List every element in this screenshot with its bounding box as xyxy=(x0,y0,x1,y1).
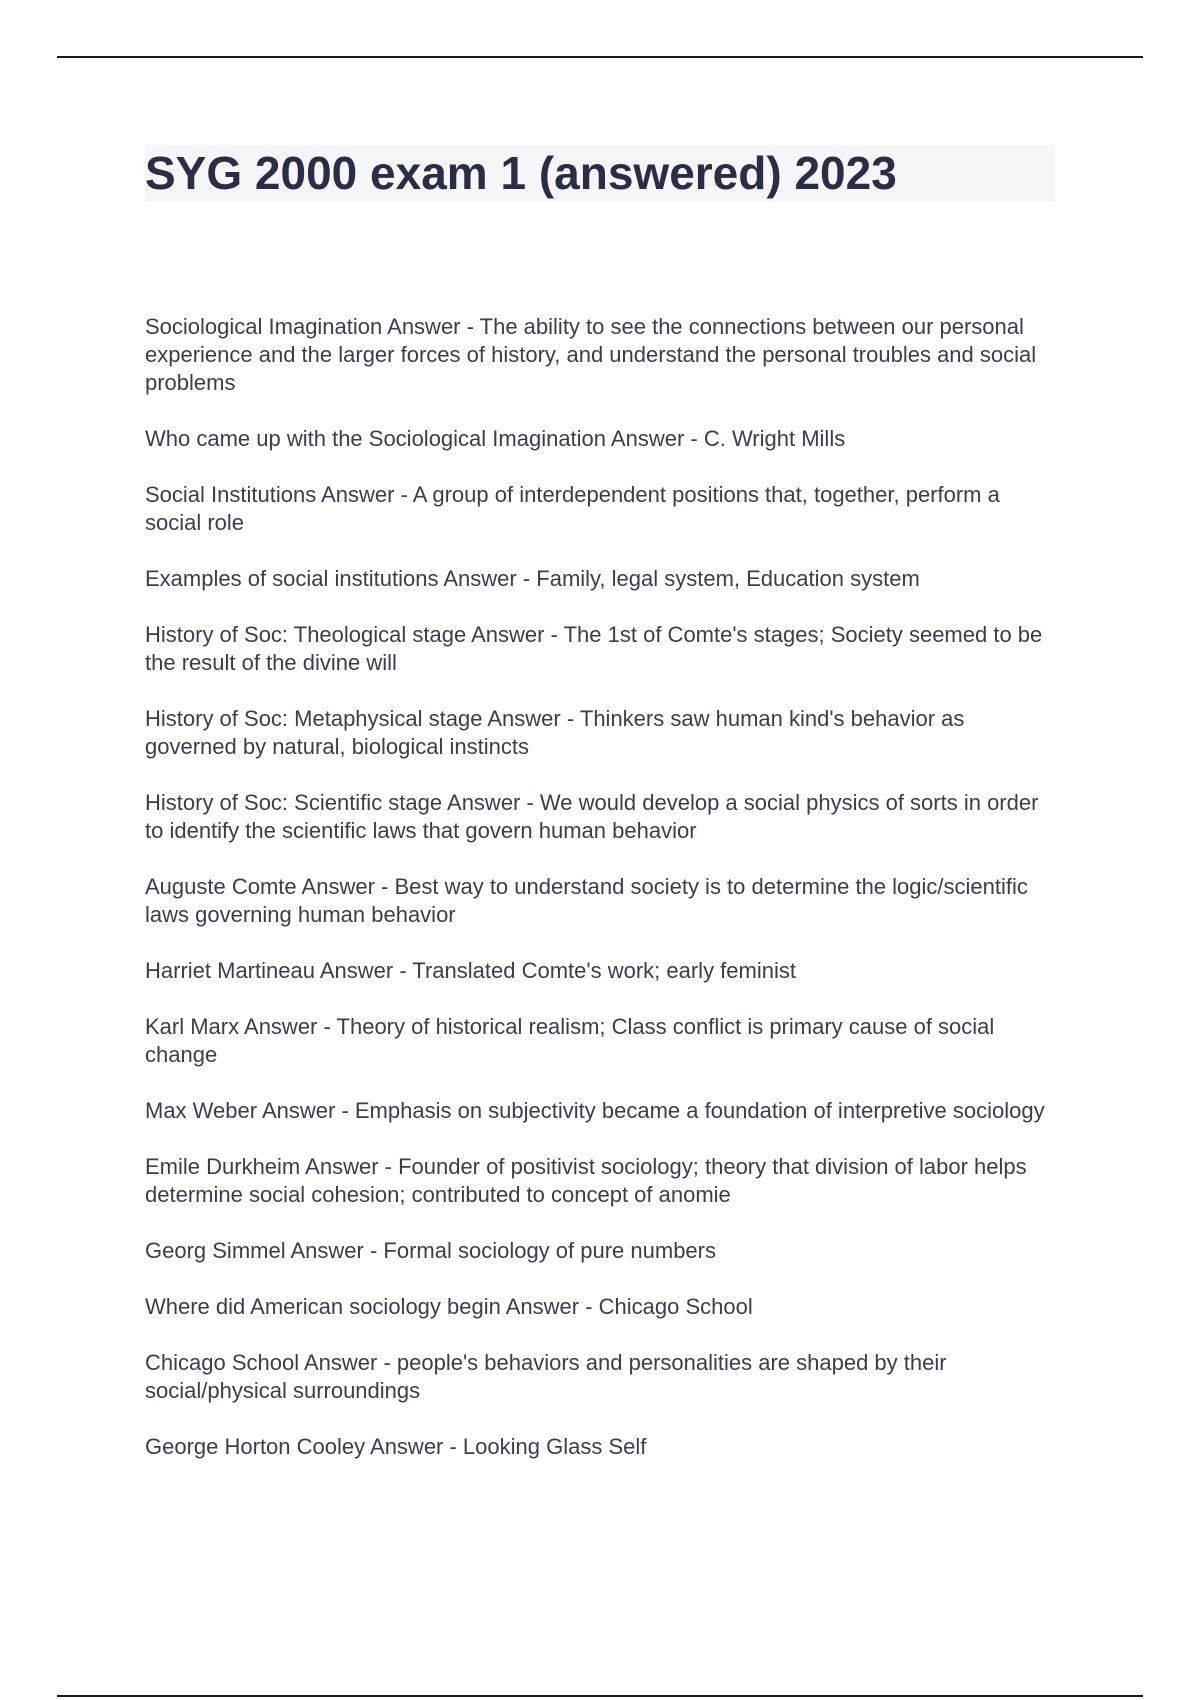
qa-entry: Social Institutions Answer - A group of interdependent positions that, together, perform a social role xyxy=(145,482,1000,535)
qa-entry: Who came up with the Sociological Imagination Answer - C. Wright Mills xyxy=(145,426,846,451)
bottom-divider xyxy=(57,1695,1143,1697)
qa-entry: History of Soc: Metaphysical stage Answer - Thinkers saw human kind's behavior as governed by natural, biological instincts xyxy=(145,706,965,759)
qa-entry: History of Soc: Theological stage Answer - The 1st of Comte's stages; Society seemed to be the result of the divine will xyxy=(145,622,1043,675)
qa-entry: Sociological Imagination Answer - The ability to see the connections between our personal experience and the larger forces of history, and understand the personal troubles and social problems xyxy=(145,314,1037,395)
qa-entry: Harriet Martineau Answer - Translated Comte's work; early feminist xyxy=(145,958,796,983)
qa-entry: George Horton Cooley Answer - Looking Glass Self xyxy=(145,1434,647,1459)
page-title: SYG 2000 exam 1 (answered) 2023 xyxy=(145,147,897,199)
qa-entry: Chicago School Answer - people's behaviors and personalities are shaped by their social/physical surroundings xyxy=(145,1350,947,1403)
top-divider xyxy=(57,56,1143,58)
qa-entry: Max Weber Answer - Emphasis on subjectivity became a foundation of interpretive sociology xyxy=(145,1098,1045,1123)
qa-entry: History of Soc: Scientific stage Answer - We would develop a social physics of sorts in order to identify the scientific laws that govern human behavior xyxy=(145,790,1039,843)
qa-entry: Where did American sociology begin Answer - Chicago School xyxy=(145,1294,753,1319)
qa-entry: Auguste Comte Answer - Best way to understand society is to determine the logic/scientific laws governing human behavior xyxy=(145,874,1028,927)
qa-entry: Georg Simmel Answer - Formal sociology of pure numbers xyxy=(145,1238,716,1263)
qa-entry: Emile Durkheim Answer - Founder of positivist sociology; theory that division of labor helps determine social cohesion; contributed to concept of anomie xyxy=(145,1154,1027,1207)
qa-entry: Karl Marx Answer - Theory of historical realism; Class conflict is primary cause of social change xyxy=(145,1014,995,1067)
qa-list xyxy=(145,313,1060,1489)
qa-entry: Examples of social institutions Answer - Family, legal system, Education system xyxy=(145,566,920,591)
